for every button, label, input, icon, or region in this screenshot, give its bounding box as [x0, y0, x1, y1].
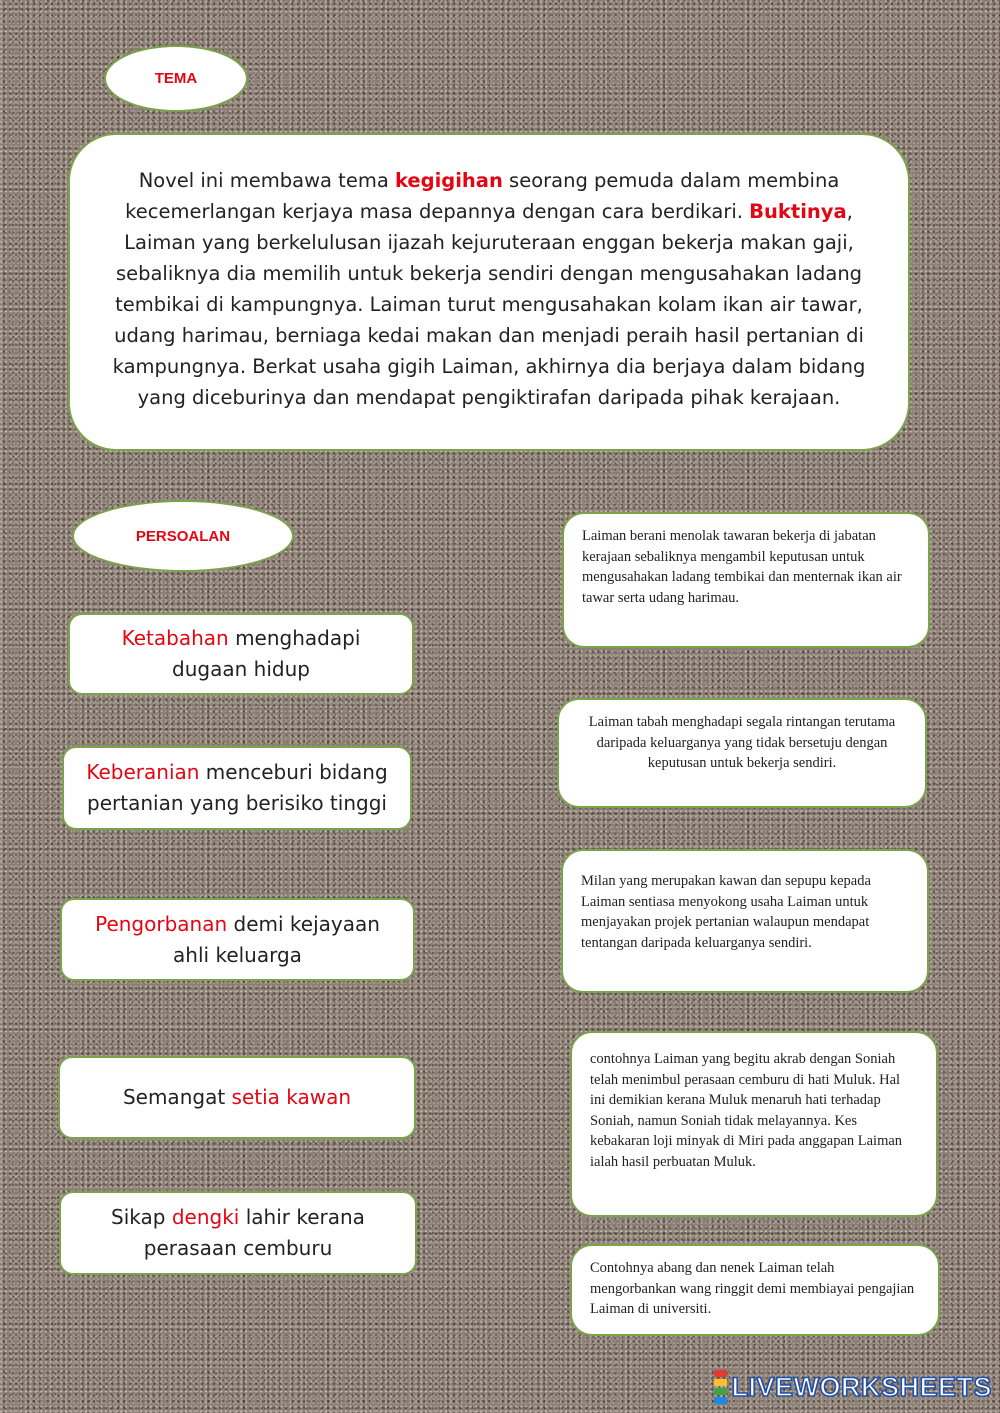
logo-square-i: [714, 1379, 727, 1386]
logo-square-v: [714, 1388, 727, 1395]
logo-square-e: [714, 1397, 727, 1404]
tema-text-3: , Laiman yang berkelulusan ijazah kejuruteraan enggan bekerja makan gaji, sebaliknya dia memilih untuk bekerja sendiri dengan mengusahakan ladang tembikai di kampungnya. Laiman turut mengusahakan kolam ikan air tawar, udang harimau, berniaga kedai makan dan menjadi peraih hasil pertanian di kampungnya. Berkat usaha gigih Laiman, akhirnya dia berjaya dalam bidang yang diceburinya dan mendapat pengiktirafan daripada pihak kerajaan.: [112, 200, 866, 409]
liveworksheets-logo: [714, 1369, 992, 1405]
example-box-4[interactable]: contohnya Laiman yang begitu akrab dengan Soniah telah menimbul perasaan cemburu di hati Muluk. Hal ini demikian kerana Muluk menaruh hati terhadap Soniah, namun Soniah tidak melayannya. Kes kebakaran loji minyak di Miri pada anggapan Laiman ialah hasil perbuatan Muluk.: [570, 1031, 938, 1217]
tema-highlight-buktinya: Buktinya: [749, 200, 847, 223]
persoalan-item-ketabahan[interactable]: Ketabahan menghadapi dugaan hidup: [68, 613, 414, 695]
example-box-1[interactable]: Laiman berani menolak tawaran bekerja di jabatan kerajaan sebaliknya mengambil keputusan untuk mengusahakan ladang tembikai dan menternak ikan air tawar serta udang harimau.: [562, 512, 930, 648]
example-box-2[interactable]: Laiman tabah menghadapi segala rintangan terutama daripada keluarganya yang tidak bersetuju dengan keputusan untuk bekerja sendiri.: [557, 698, 927, 808]
tema-label: TEMA: [104, 45, 248, 112]
liveworksheets-icon: [714, 1369, 727, 1405]
persoalan-item-dengki[interactable]: Sikap dengki lahir kerana perasaan cemburu: [59, 1191, 417, 1275]
tema-text-1: Novel ini membawa tema: [138, 169, 395, 192]
logo-square-l: [714, 1370, 727, 1377]
tema-text-2: seorang pemuda dalam membina kecemerlangan kerjaya masa depannya dengan cara berdikari.: [125, 169, 840, 223]
persoalan-item-setia-kawan[interactable]: Semangat setia kawan: [58, 1056, 416, 1139]
tema-text-box: [68, 133, 910, 451]
persoalan-item-pengorbanan[interactable]: Pengorbanan demi kejayaan ahli keluarga: [60, 898, 415, 981]
persoalan-label: PERSOALAN: [72, 500, 294, 572]
persoalan-item-keberanian[interactable]: Keberanian menceburi bidang pertanian yang berisiko tinggi: [62, 746, 412, 830]
example-box-3[interactable]: Milan yang merupakan kawan dan sepupu kepada Laiman sentiasa menyokong usaha Laiman untuk menjayakan projek pertanian walaupun mendapat tentangan daripada keluarganya sendiri.: [561, 849, 929, 993]
tema-highlight-kegigihan: kegigihan: [394, 169, 503, 192]
example-box-5[interactable]: Contohnya abang dan nenek Laiman telah mengorbankan wang ringgit demi membiayai pengajian Laiman di universiti.: [570, 1244, 940, 1336]
liveworksheets-wordmark: LIVEWORKSHEETS: [731, 1371, 992, 1402]
